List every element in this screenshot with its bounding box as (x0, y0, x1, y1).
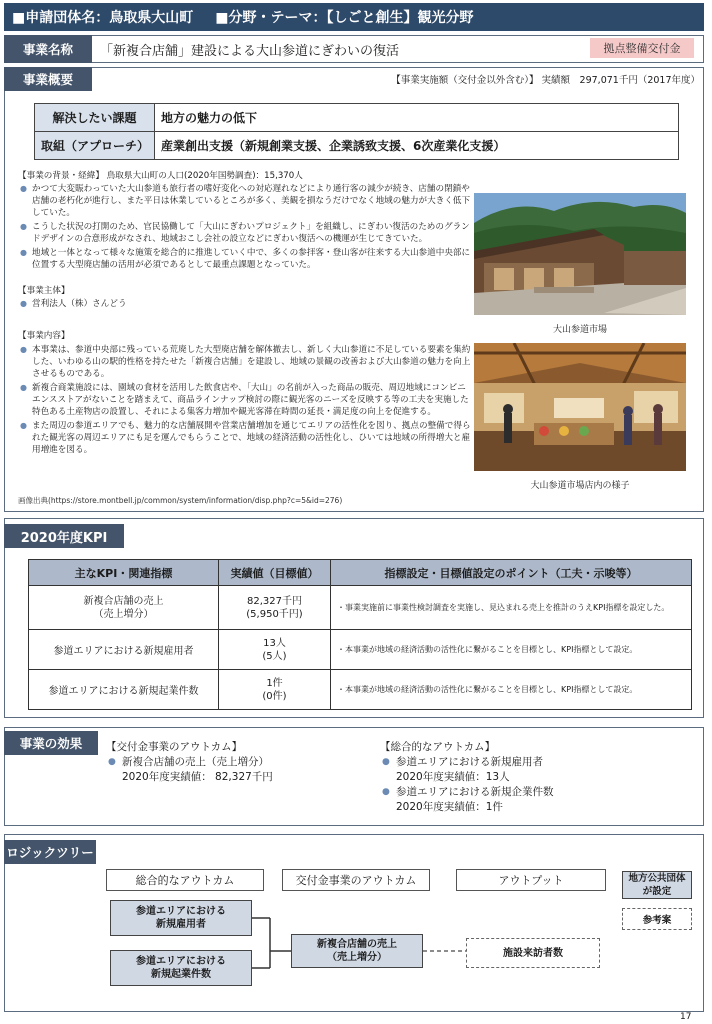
kpi-target: (5人) (262, 650, 287, 662)
content-heading: 【事業内容】 (18, 331, 70, 341)
approach-row (35, 132, 679, 160)
overview-tab: 事業概要 (4, 67, 92, 91)
project-title: 「新複合店舗」建設による大山参道にぎわいの復活 (100, 43, 400, 59)
list-item: ● また周辺の参道エリアでも、魅力的な店舗展開や営業店舗増加を通じてエリアの活性化を図り、拠点の整備で得られた観光客の周辺エリアにも足を運んでもらうことで、地域の経済活動の活性化し、ひいては地域の所得増大と雇用増進を図る。 (18, 420, 473, 456)
approach-label: 取組（アプローチ） (35, 132, 155, 160)
column-header: 実績値（目標値） (219, 560, 331, 586)
kpi-note-text: ・ 事業実施前に事業性検討調査を実施し、見込まれる売上を推計のうえKPI指標を設定した。 (337, 603, 669, 612)
kpi-name: 新複合店舗の売上 （売上増分） (29, 586, 219, 630)
grant-outcome-item: ● 新複合店舗の売上（売上増分） (106, 755, 366, 770)
kpi-actual: 82,327千円 (247, 595, 302, 607)
list-item: ● 地域と一体となって様々な施策を総合的に推進していく中で、多くの参拝客・登山客が往来する大山参道中央部に位置する大型廃店舗の活用が必須であるとして最重点課題となっていた。 (18, 247, 473, 271)
kpi-target: (5,950千円) (246, 608, 303, 620)
background-list (18, 183, 473, 273)
overall-outcome-item: ● 参道エリアにおける新規企業件数 (380, 785, 680, 800)
table-header-row (29, 560, 692, 586)
background-heading: 【事業の背景・経緯】 鳥取県大山町の人口(2020年国勢調査)：15,370人 (18, 171, 303, 181)
kpi-target: (0件) (262, 690, 287, 702)
overall-outcome-value: 2020年度実績値：1件 (396, 801, 503, 813)
project-name-tab: 事業名称 (4, 35, 92, 63)
logic-node-store-sales: 新複合店舗の売上 （売上増分） (291, 934, 423, 968)
market-exterior-photo (474, 193, 686, 315)
kpi-note (331, 630, 692, 670)
logic-header-overall: 総合的なアウトカム (106, 869, 264, 891)
list-item: ● 営利法人（株）さんどう (18, 298, 473, 310)
project-amount: 【事業実施額（交付金以外含む）】 実績額 297,071千円（2017年度） (391, 75, 700, 86)
effect-tab: 事業の効果 (4, 731, 98, 755)
column-header: 指標設定・目標値設定のポイント（工夫・示唆等） (331, 560, 692, 586)
operator-heading: 【事業主体】 (18, 286, 70, 296)
logic-tree-frame (4, 834, 704, 1012)
kpi-note-text: ・ 本事業が地域の経済活動の活性化に繋がることを目標とし、KPI指標として設定。 (337, 685, 637, 694)
content-list (18, 344, 473, 458)
overall-outcome-value: 2020年度実績値：13人 (396, 771, 510, 783)
header-bar (4, 3, 704, 31)
table-row (29, 670, 692, 710)
issue-label: 解決したい課題 (35, 104, 155, 132)
grant-outcome-value: 2020年度実績値： 82,327千円 (122, 771, 273, 783)
issue-table (34, 103, 679, 160)
logic-header-output: アウトプット (456, 869, 606, 891)
photo1-caption: 大山参道市場 (552, 325, 607, 335)
logic-tree-tab: ロジックツリー (4, 840, 96, 864)
grant-badge: 拠点整備交付金 (590, 38, 694, 58)
photo2-caption: 大山参道市場店内の様子 (530, 481, 630, 491)
table-row (29, 586, 692, 630)
kpi-note-text: ・ 本事業が地域の経済活動の活性化に繋がることを目標とし、KPI指標として設定。 (337, 645, 637, 654)
approach-value: 産業創出支援（新規創業支援、企業誘致支援、6次産業化支援） (155, 132, 679, 160)
page-number: 17 (680, 1012, 692, 1022)
issue-row (35, 104, 679, 132)
theme-label: ■分野・テーマ：【しごと創生】観光分野 (215, 10, 474, 26)
grant-outcome-heading: 【交付金事業のアウトカム】 (106, 741, 243, 753)
column-header: 主なKPI・関連指標 (29, 560, 219, 586)
kpi-actual: 13人 (263, 637, 286, 649)
kpi-actual: 1件 (266, 677, 283, 689)
kpi-note (331, 586, 692, 630)
kpi-name: 参道エリアにおける新規雇用者 (29, 630, 219, 670)
applicant-name: ■申請団体名：鳥取県大山町 (12, 10, 194, 26)
legend-government-set: 地方公共団体 が設定 (622, 871, 692, 899)
image-source: 画像出典(https://store.montbell.jp/common/system/information/disp.php?c=5&id=276) (18, 496, 343, 505)
logic-header-grant: 交付金事業のアウトカム (282, 869, 430, 891)
kpi-value (219, 670, 331, 710)
list-item: ● 新複合商業施設には、園域の食材を活用した飲食店や、「大山」の名前が入った商品の販売、周辺地域にコンビニエンスストアがないことを踏まえて、商品ラインナップ検討の際に観光客のニーズを反映する等の工夫を実施した特色ある土産物店の設置し、それによる集客力増加や観光客滞在時間の延長・満足度の向上を促進する。 (18, 382, 473, 418)
kpi-tab: 2020年度KPI (4, 524, 124, 548)
list-item: ● かつて大変賑わっていた大山参道も旅行者の嗜好変化への対応遅れなどにより通行客の減少が続き、店舗の閉鎖や店舗の老朽化が進行し、また平日は休業しているところが多く、美観を損なうだけでなく地域の魅力が大きく低下していた。 (18, 183, 473, 219)
list-item: ● こうした状況の打開のため、官民協働して「大山にぎわいプロジェクト」を組織し、にぎわい復活のためのグランドデザインの合意形成がなされ、地域おこし会社の設立などにぎわい復活への機運が生じてきていた。 (18, 221, 473, 245)
overall-outcome (380, 740, 680, 815)
legend-reference: 参考案 (622, 908, 692, 930)
overall-outcome-heading: 【総合的なアウトカム】 (380, 741, 496, 753)
kpi-name: 参道エリアにおける新規起業件数 (29, 670, 219, 710)
list-item: ● 本事業は、参道中央部に残っている荒廃した大型廃店舗を解体撤去し、新しく大山参道に不足している要素を集約した、いわゆる山の駅的性格を持たせた「新複合店舗」を建設し、地域の景観の改善および大山参道の魅力を向上させるものである。 (18, 344, 473, 380)
kpi-table (28, 559, 692, 710)
table-row (29, 630, 692, 670)
logic-node-new-startups: 参道エリアにおける 新規起業件数 (110, 950, 252, 986)
kpi-value (219, 630, 331, 670)
operator-list (18, 298, 473, 312)
overall-outcome-item: ● 参道エリアにおける新規雇用者 (380, 755, 680, 770)
kpi-value (219, 586, 331, 630)
logic-node-visitors: 施設来訪者数 (466, 938, 600, 968)
issue-value: 地方の魅力の低下 (155, 104, 679, 132)
grant-outcome (106, 740, 366, 785)
market-interior-photo (474, 343, 686, 471)
kpi-note (331, 670, 692, 710)
logic-node-new-employees: 参道エリアにおける 新規雇用者 (110, 900, 252, 936)
